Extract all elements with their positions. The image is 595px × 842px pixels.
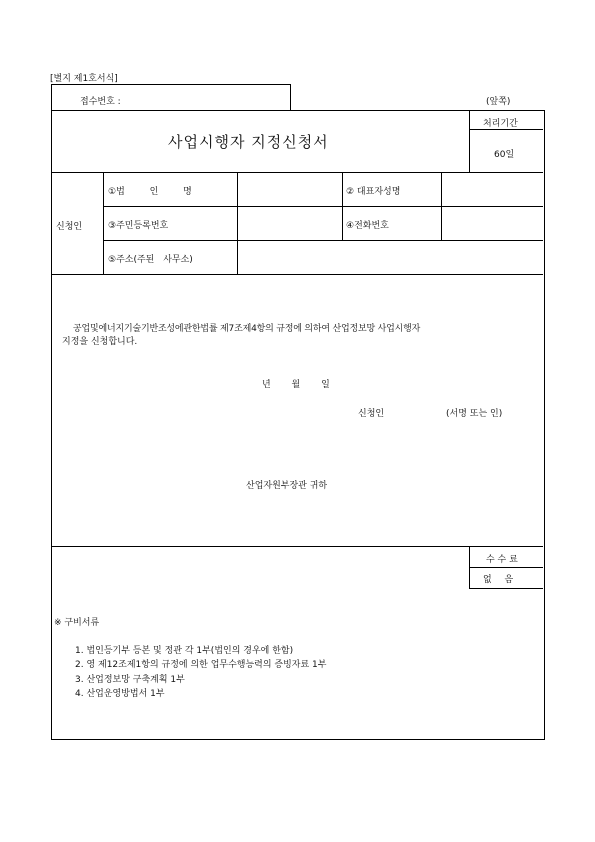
divider [103, 240, 543, 241]
address-field[interactable] [239, 242, 541, 272]
form-label: [별지 제1호서식] [50, 74, 118, 84]
divider [469, 567, 543, 568]
applicant-group-label: 신청인 [56, 222, 83, 232]
signature-note: (서명 또는 인) [446, 409, 503, 419]
rep-name-field[interactable] [443, 174, 541, 204]
receipt-number-label: 접수번호 : [80, 97, 121, 107]
divider [441, 172, 442, 240]
divider [51, 172, 543, 173]
attachment-item: 2. 영 제12조제1항의 규정에 의한 업무수행능력의 증빙자료 1부 [75, 660, 327, 670]
front-side-label: (앞쪽) [486, 97, 511, 107]
fee-value: 없 음 [483, 575, 514, 585]
date-line: 년 월 일 [262, 380, 330, 390]
divider [342, 172, 343, 240]
phone-field[interactable] [443, 208, 541, 238]
corp-name-label: ①법 인 명 [108, 187, 192, 197]
processing-period-label: 처리기간 [483, 119, 518, 129]
rep-name-label: ② 대표자성명 [346, 187, 401, 197]
processing-period-value: 60일 [494, 150, 515, 160]
divider [103, 206, 543, 207]
divider [51, 274, 543, 275]
fee-label: 수 수 료 [486, 555, 518, 565]
corp-name-field[interactable] [239, 174, 340, 204]
divider [103, 172, 104, 274]
addressee: 산업자원부장관 귀하 [246, 481, 328, 491]
signer-label: 신청인 [358, 409, 385, 419]
form-title: 사업시행자 지정신청서 [168, 133, 329, 151]
phone-label: ④전화번호 [346, 221, 389, 231]
statement-line-2: 지정을 신청합니다. [62, 337, 138, 347]
attachment-item: 1. 법인등기부 등본 및 정관 각 1부(법인의 경우에 한함) [75, 646, 294, 656]
resident-number-field[interactable] [239, 208, 340, 238]
attachments-heading: ※ 구비서류 [54, 618, 100, 628]
statement-line-1: 공업및에너지기술기반조성에관한법률 제7조제4항의 규정에 의하여 산업정보망 사업시행자 [73, 324, 421, 334]
address-label: ⑤주소(주된 사무소) [108, 255, 193, 265]
resident-number-label: ③주민등록번호 [108, 221, 169, 231]
divider [469, 110, 470, 172]
divider [469, 588, 543, 589]
attachment-item: 4. 산업운영방법서 1부 [75, 689, 165, 699]
attachment-item: 3. 산업정보망 구축계획 1부 [75, 675, 185, 685]
divider [469, 129, 543, 130]
divider [237, 172, 238, 274]
